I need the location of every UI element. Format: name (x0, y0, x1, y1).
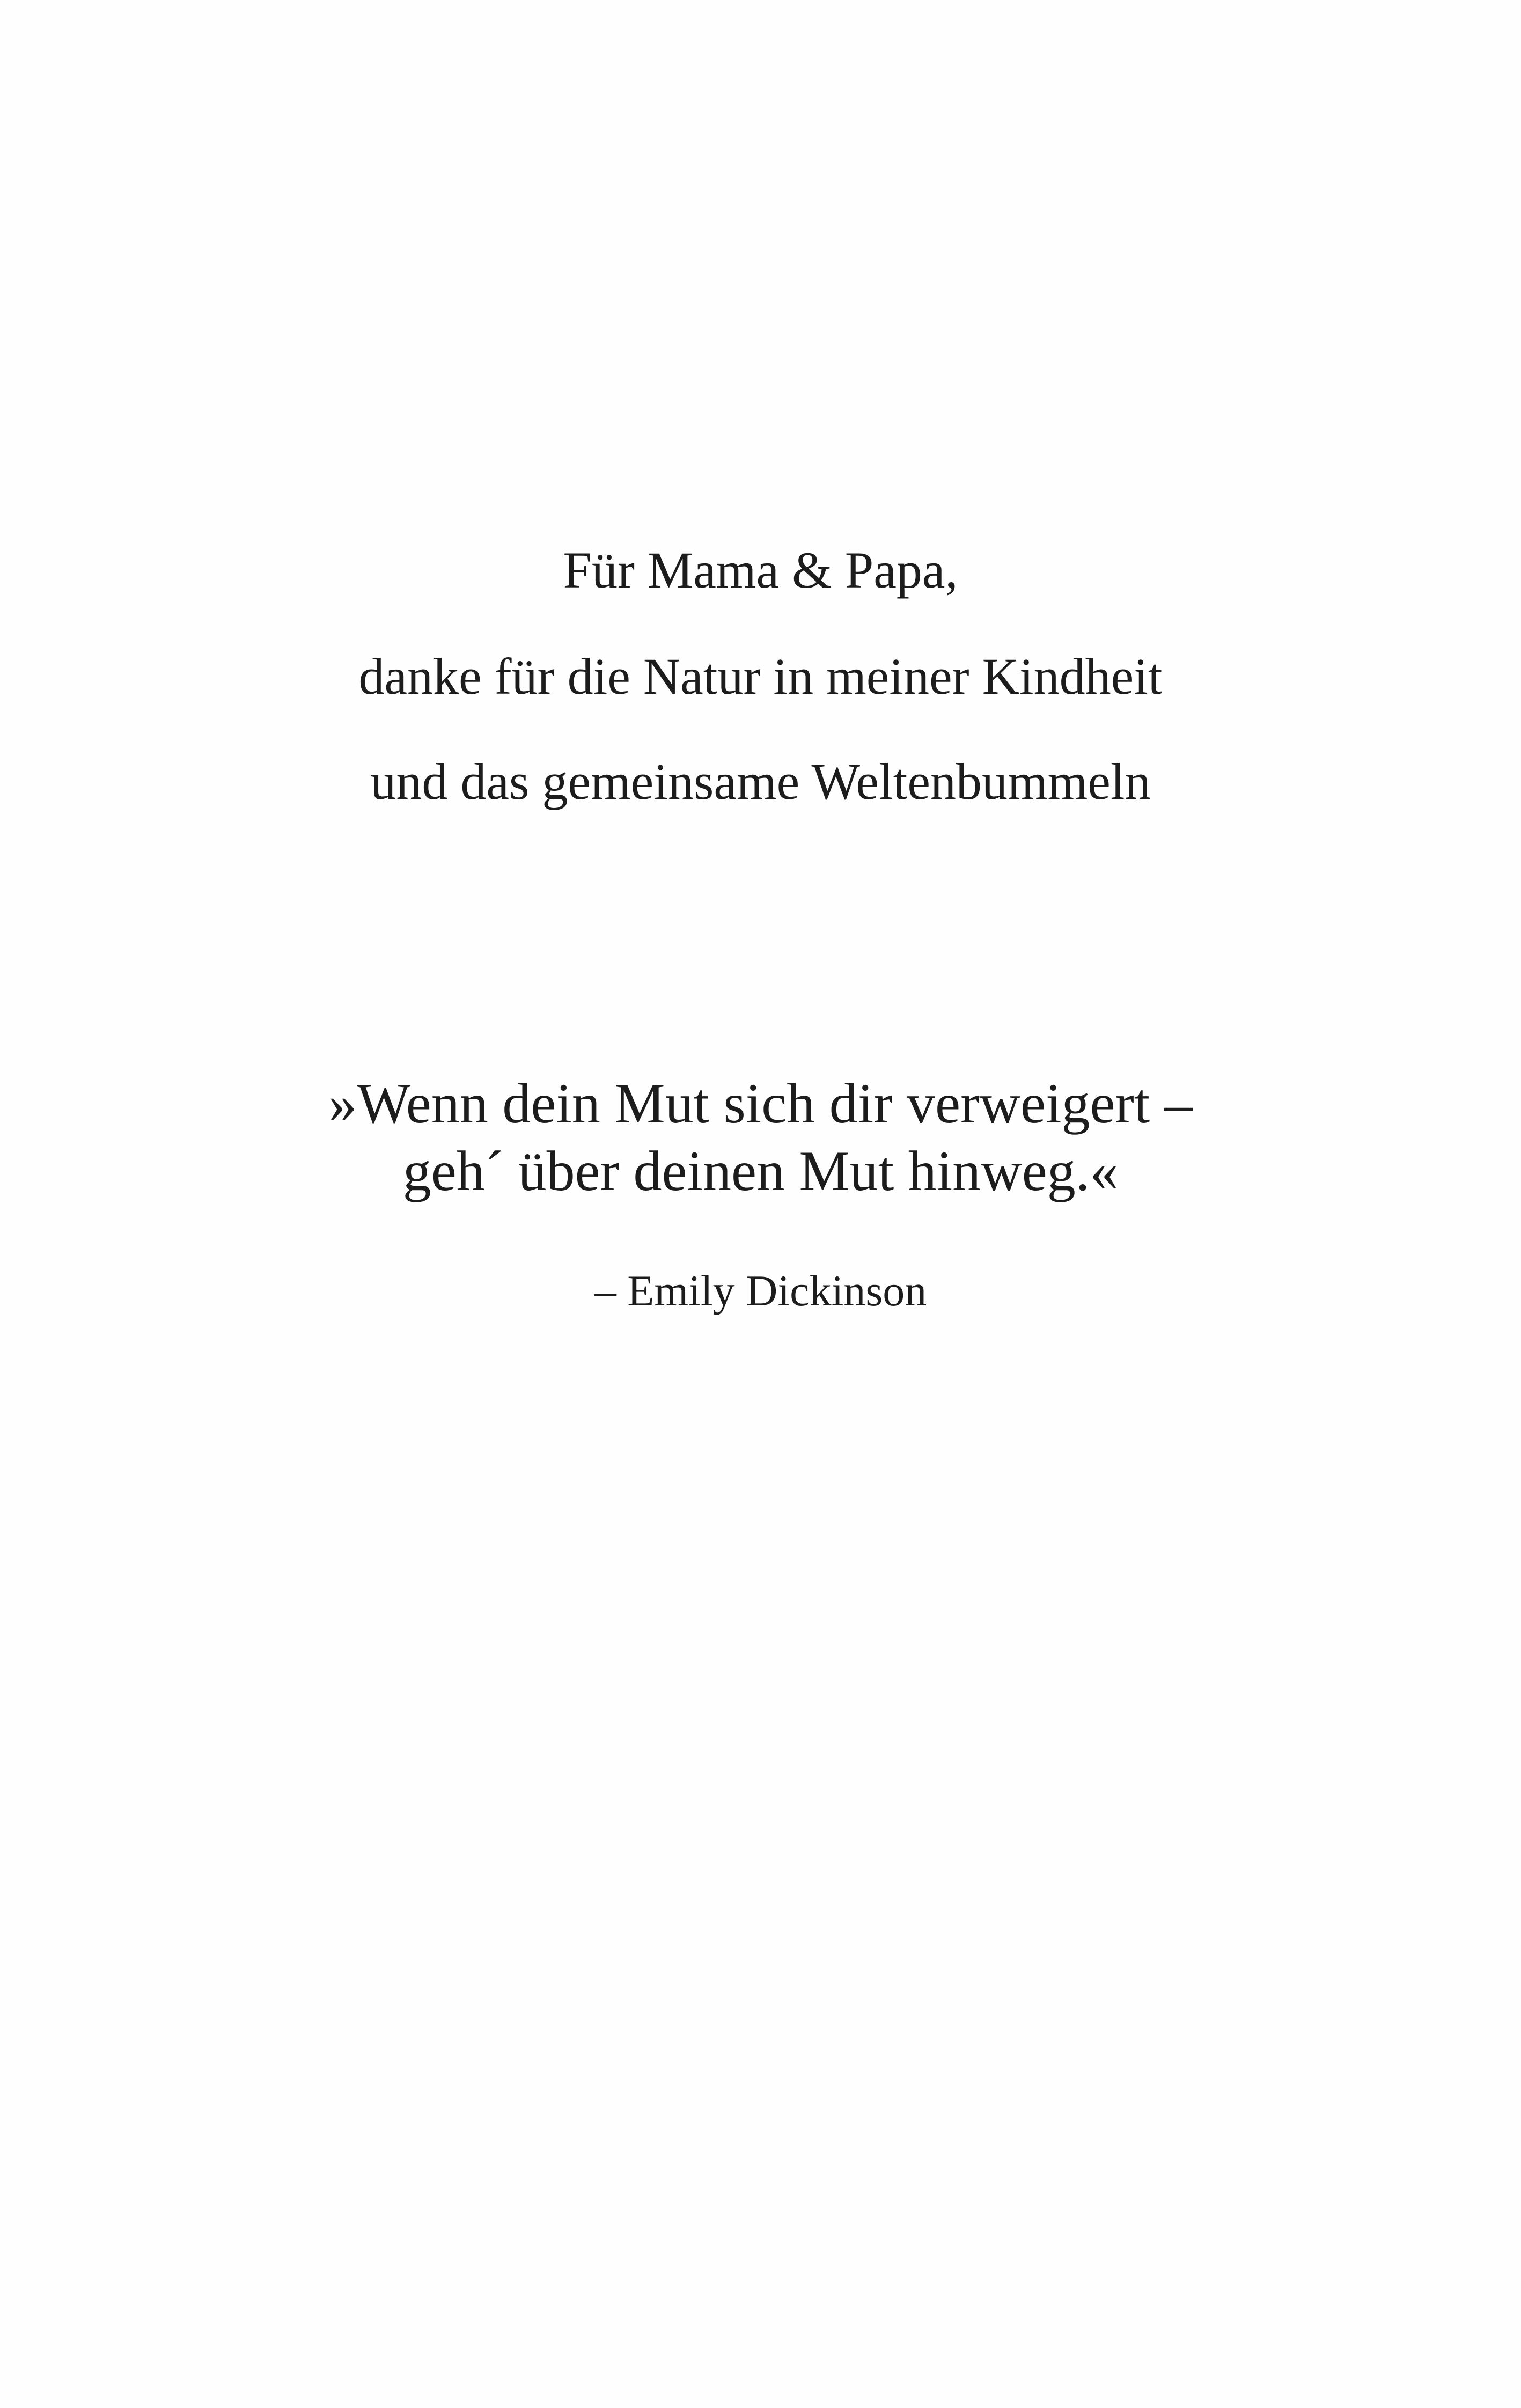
dedication-line-1: Für Mama & Papa, (563, 541, 958, 599)
epigraph-quote-line-2: geh´ über deinen Mut hinweg.« (402, 1140, 1119, 1202)
epigraph-attribution: – Emily Dickinson (594, 1266, 927, 1315)
dedication-line-2: danke für die Natur in meiner Kindheit (358, 648, 1163, 705)
dedication-line-3: und das gemeinsame Weltenbummeln (370, 753, 1151, 810)
epigraph-quote-line-1: »Wenn dein Mut sich dir verweigert – (328, 1072, 1193, 1135)
